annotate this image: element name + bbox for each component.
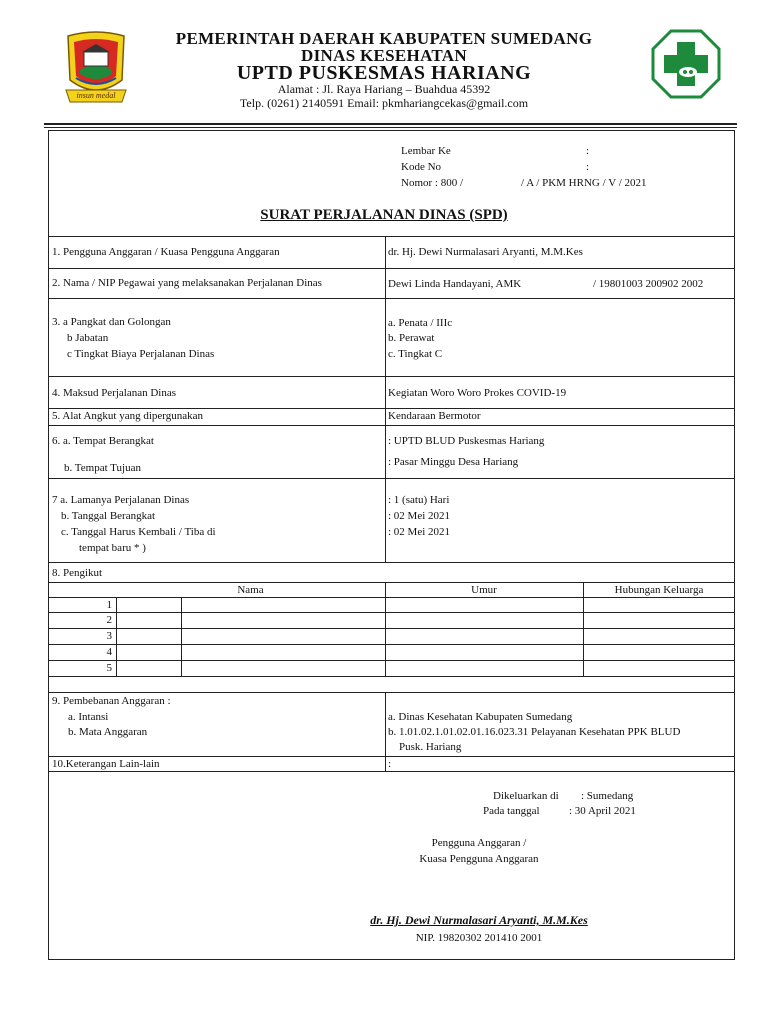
nomor-left: Nomor : 800 / bbox=[401, 177, 464, 189]
r9-label: 9. Pembebanan Anggaran : bbox=[52, 695, 171, 707]
kode-sep: : bbox=[586, 161, 590, 173]
tanggal-value: : 30 April 2021 bbox=[569, 805, 636, 817]
r4-label: 4. Maksud Perjalanan Dinas bbox=[52, 387, 177, 399]
r6-value-b: : Pasar Minggu Desa Hariang bbox=[388, 456, 519, 468]
col-line bbox=[385, 692, 386, 771]
r9-label-b: b. Mata Anggaran bbox=[68, 726, 148, 738]
nomor-right: / A / PKM HRNG / V / 2021 bbox=[521, 177, 647, 189]
r7-value-b: : 02 Mei 2021 bbox=[388, 510, 451, 522]
dikeluarkan-label: Dikeluarkan di bbox=[493, 790, 559, 802]
row-line bbox=[48, 562, 735, 563]
r7-label-b: b. Tanggal Berangkat bbox=[61, 510, 156, 522]
r3-label-a: 3. a Pangkat dan Golongan bbox=[52, 316, 171, 328]
row-line bbox=[48, 660, 735, 661]
r2-nip: / 19801003 200902 2002 bbox=[593, 278, 704, 290]
row-line bbox=[48, 676, 735, 677]
row-line bbox=[48, 478, 735, 479]
row-line bbox=[48, 236, 735, 237]
lembar-sep: : bbox=[586, 145, 590, 157]
r3-label-c: c Tingkat Biaya Perjalanan Dinas bbox=[67, 348, 215, 360]
r7-label-a: 7 a. Lamanya Perjalanan Dinas bbox=[52, 494, 190, 506]
row-line bbox=[48, 756, 735, 757]
r7-value-a: : 1 (satu) Hari bbox=[388, 494, 450, 506]
row-line bbox=[48, 612, 735, 613]
r3-label-b: b Jabatan bbox=[67, 332, 109, 344]
col-nama-header: Nama bbox=[237, 584, 264, 596]
r10-label: 10.Keterangan Lain-lain bbox=[52, 758, 160, 770]
row-line bbox=[48, 268, 735, 269]
r5-label: 5. Alat Angkut yang dipergunakan bbox=[52, 410, 204, 422]
row-line bbox=[48, 597, 735, 598]
r3-value-c: c. Tingkat C bbox=[388, 348, 443, 360]
header-rule bbox=[44, 123, 737, 125]
r4-value: Kegiatan Woro Woro Prokes COVID-19 bbox=[388, 387, 567, 399]
signer-name: dr. Hj. Dewi Nurmalasari Aryanti, M.M.Kes bbox=[370, 913, 588, 927]
pengikut-row-number: 5 bbox=[106, 662, 112, 674]
row-line bbox=[48, 582, 735, 583]
r1-label: 1. Pengguna Anggaran / Kuasa Pengguna Anggaran bbox=[52, 246, 280, 258]
row-line bbox=[48, 692, 735, 693]
pengikut-row-number: 1 bbox=[106, 599, 112, 611]
r7-value-c: : 02 Mei 2021 bbox=[388, 526, 451, 538]
logo-banner-text: insun medal bbox=[76, 91, 116, 100]
header-government: PEMERINTAH DAERAH KABUPATEN SUMEDANG bbox=[175, 29, 593, 48]
row-line bbox=[48, 376, 735, 377]
header-address: Alamat : Jl. Raya Hariang – Buahdua 45392 bbox=[277, 82, 491, 96]
col-umur-header: Umur bbox=[471, 584, 497, 596]
r8-label: 8. Pengikut bbox=[52, 567, 103, 579]
r7-label-d: tempat baru * ) bbox=[79, 542, 146, 554]
pengikut-row-number: 3 bbox=[106, 630, 112, 642]
col-line bbox=[116, 597, 117, 676]
row-line bbox=[48, 298, 735, 299]
r2-label: 2. Nama / NIP Pegawai yang melaksanakan Perjalanan Dinas bbox=[52, 277, 322, 289]
kode-label: Kode No bbox=[401, 161, 442, 173]
r6-value-a: : UPTD BLUD Puskesmas Hariang bbox=[388, 435, 545, 447]
r10-value: : bbox=[388, 758, 392, 770]
pengguna-line1: Pengguna Anggaran / bbox=[431, 837, 527, 849]
row-line bbox=[48, 425, 735, 426]
r7-label-c: c. Tanggal Harus Kembali / Tiba di bbox=[61, 526, 216, 538]
r5-value: Kendaraan Bermotor bbox=[388, 410, 481, 422]
row-line bbox=[48, 644, 735, 645]
r9-value-b1: b. 1.01.02.1.01.02.01.16.023.31 Pelayanan Kesehatan PPK BLUD bbox=[388, 726, 681, 738]
col-line bbox=[385, 236, 386, 562]
row-line bbox=[48, 628, 735, 629]
row-line bbox=[48, 771, 735, 772]
r9-value-b2: Pusk. Hariang bbox=[399, 741, 462, 753]
pengikut-row-number: 2 bbox=[106, 614, 112, 626]
tanggal-label: Pada tanggal bbox=[483, 805, 540, 817]
header-contact: Telp. (0261) 2140591 Email: pkmhariangcekas@gmail.com bbox=[239, 96, 529, 110]
header-rule-thin bbox=[44, 127, 737, 128]
document-title: SURAT PERJALANAN DINAS (SPD) bbox=[260, 207, 508, 223]
col-line bbox=[181, 597, 182, 676]
r2-name: Dewi Linda Handayani, AMK bbox=[388, 278, 522, 290]
header-unit: UPTD PUSKESMAS HARIANG bbox=[236, 62, 532, 84]
signer-nip: NIP. 19820302 201410 2001 bbox=[415, 932, 543, 944]
r6-label-b: b. Tempat Tujuan bbox=[64, 462, 141, 474]
dikeluarkan-value: : Sumedang bbox=[581, 790, 634, 802]
r9-label-a: a. Intansi bbox=[68, 711, 109, 723]
header-department: DINAS KESEHATAN bbox=[301, 46, 467, 65]
r3-value-a: a. Penata / IIIc bbox=[388, 317, 453, 329]
r3-value-b: b. Perawat bbox=[388, 332, 435, 344]
row-line bbox=[48, 408, 735, 409]
r1-value: dr. Hj. Dewi Nurmalasari Aryanti, M.M.Kes bbox=[388, 246, 583, 258]
r6-label-a: 6. a. Tempat Berangkat bbox=[52, 435, 154, 447]
pengguna-line2: Kuasa Pengguna Anggaran bbox=[419, 853, 539, 865]
col-hubungan-header: Hubungan Keluarga bbox=[614, 584, 704, 596]
r9-value-a: a. Dinas Kesehatan Kabupaten Sumedang bbox=[388, 711, 573, 723]
lembar-label: Lembar Ke bbox=[401, 145, 451, 157]
pengikut-row-number: 4 bbox=[106, 646, 112, 658]
